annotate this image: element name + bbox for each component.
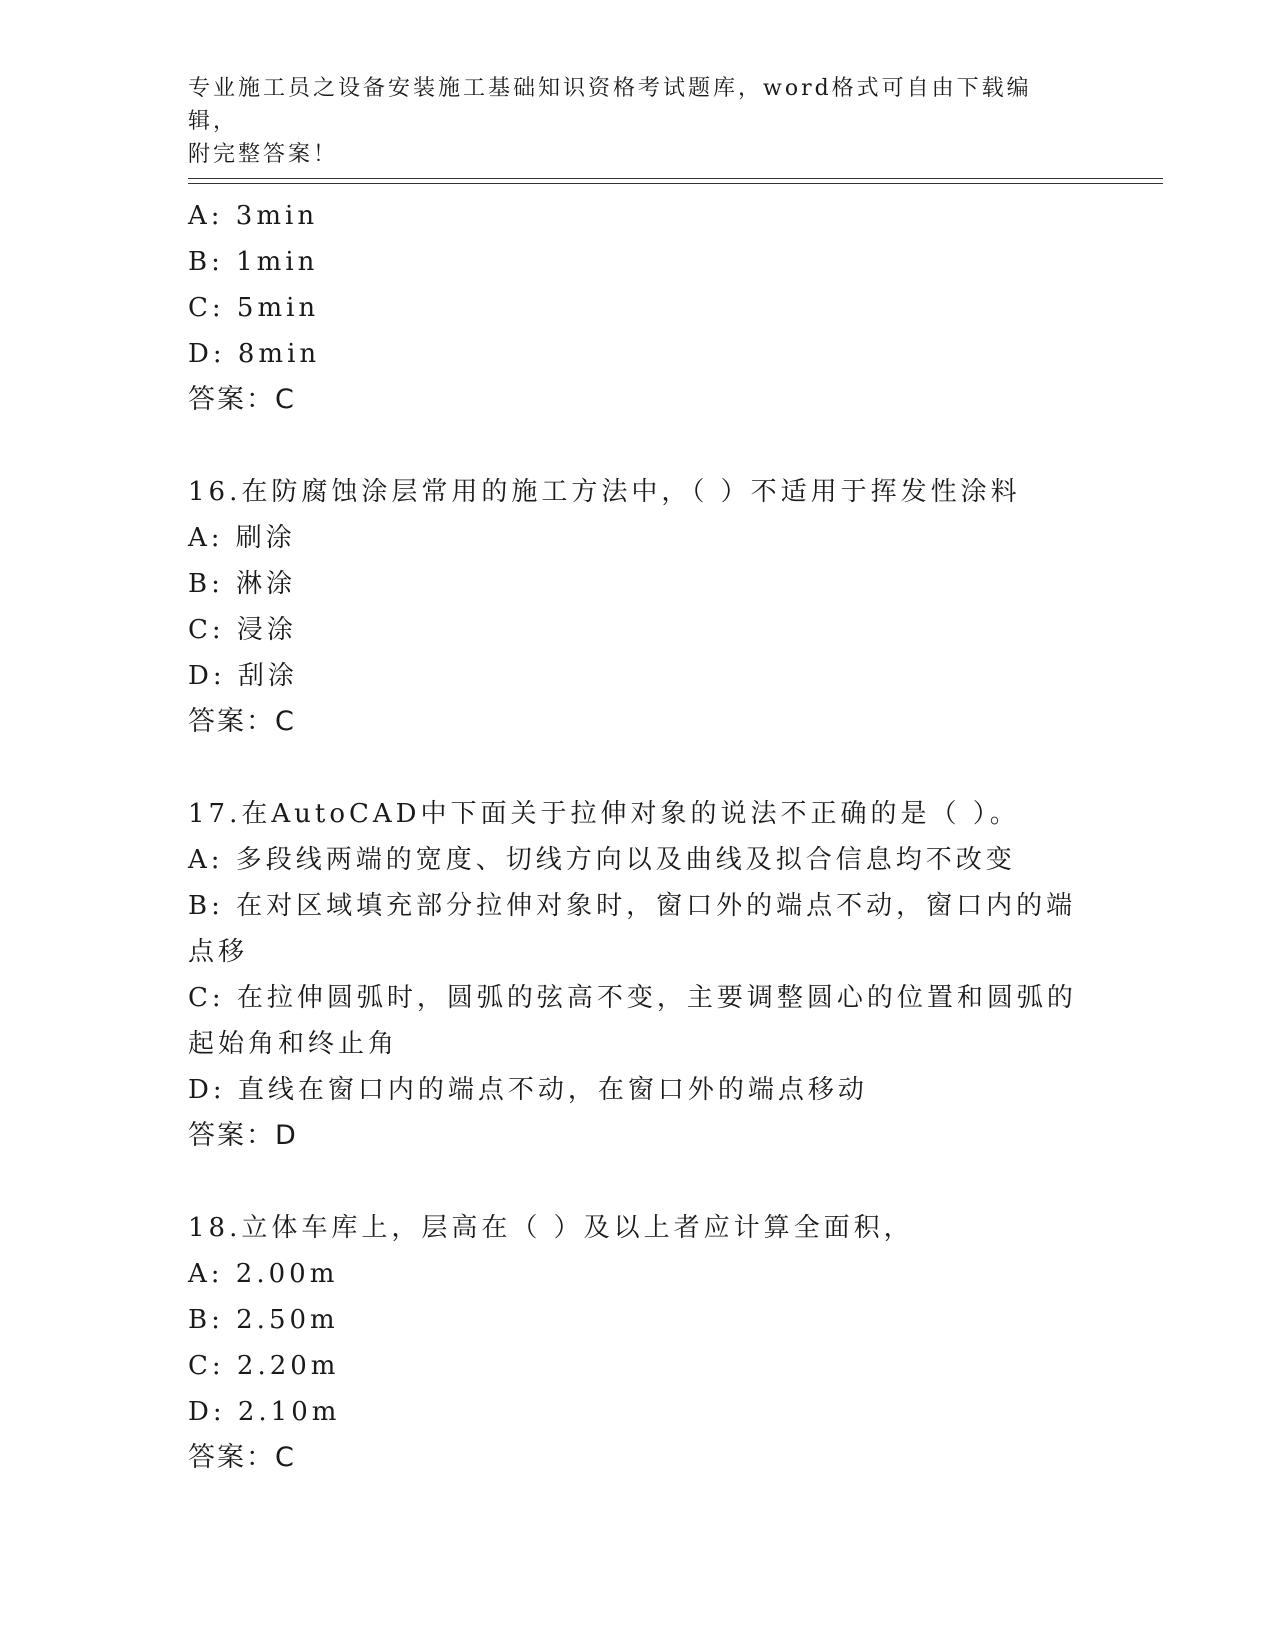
option-b: B: 1min	[188, 247, 319, 277]
question-spacer	[188, 745, 1088, 791]
option-d: D: 直线在窗口内的端点不动，在窗口外的端点移动	[188, 1075, 868, 1105]
answer-label: 答案：C	[188, 1442, 296, 1473]
option-c: C: 5min	[188, 293, 320, 323]
option-c: C: 在拉伸圆弧时，圆弧的弦高不变，主要调整圆心的位置和圆弧的起始角和终止角	[188, 983, 1077, 1059]
question-text: 18.立体车库上，层高在（ ）及以上者应计算全面积，	[188, 1213, 914, 1243]
option-d: D: 8min	[188, 339, 321, 369]
question-spacer	[188, 1159, 1088, 1205]
option-c: C: 浸涂	[188, 615, 297, 645]
option-a: A: 3min	[188, 201, 319, 231]
option-b: B: 淋涂	[188, 569, 297, 599]
question-block-17	[188, 791, 1088, 1159]
answer-label: 答案：C	[188, 384, 296, 415]
header-divider-bottom	[188, 183, 1163, 184]
header-divider-top	[188, 178, 1163, 179]
option-a: A: 2.00m	[188, 1259, 339, 1289]
question-block-18	[188, 1205, 1088, 1481]
option-b: B: 2.50m	[188, 1305, 339, 1335]
document-header	[188, 72, 1068, 171]
option-d: D: 2.10m	[188, 1397, 341, 1427]
question-list	[188, 193, 1088, 1481]
question-spacer	[188, 423, 1088, 469]
option-b: B: 在对区域填充部分拉伸对象时，窗口外的端点不动，窗口内的端点移	[188, 891, 1077, 967]
option-d: D: 刮涂	[188, 661, 298, 691]
answer-label: 答案：D	[188, 1120, 298, 1151]
header-line-1: 专业施工员之设备安装施工基础知识资格考试题库，word格式可自由下载编辑，	[188, 76, 1032, 134]
option-a: A: 刷涂	[188, 523, 296, 553]
question-block-15	[188, 193, 1088, 423]
option-a: A: 多段线两端的宽度、切线方向以及曲线及拟合信息均不改变	[188, 845, 1016, 875]
answer-label: 答案：C	[188, 706, 296, 737]
header-line-2: 附完整答案！	[188, 142, 339, 167]
question-text: 17.在AutoCAD中下面关于拉伸对象的说法不正确的是（ ）。	[188, 799, 1020, 829]
question-text: 16.在防腐蚀涂层常用的施工方法中，（ ）不适用于挥发性涂料	[188, 477, 1021, 507]
option-c: C: 2.20m	[188, 1351, 340, 1381]
question-block-16	[188, 469, 1088, 745]
